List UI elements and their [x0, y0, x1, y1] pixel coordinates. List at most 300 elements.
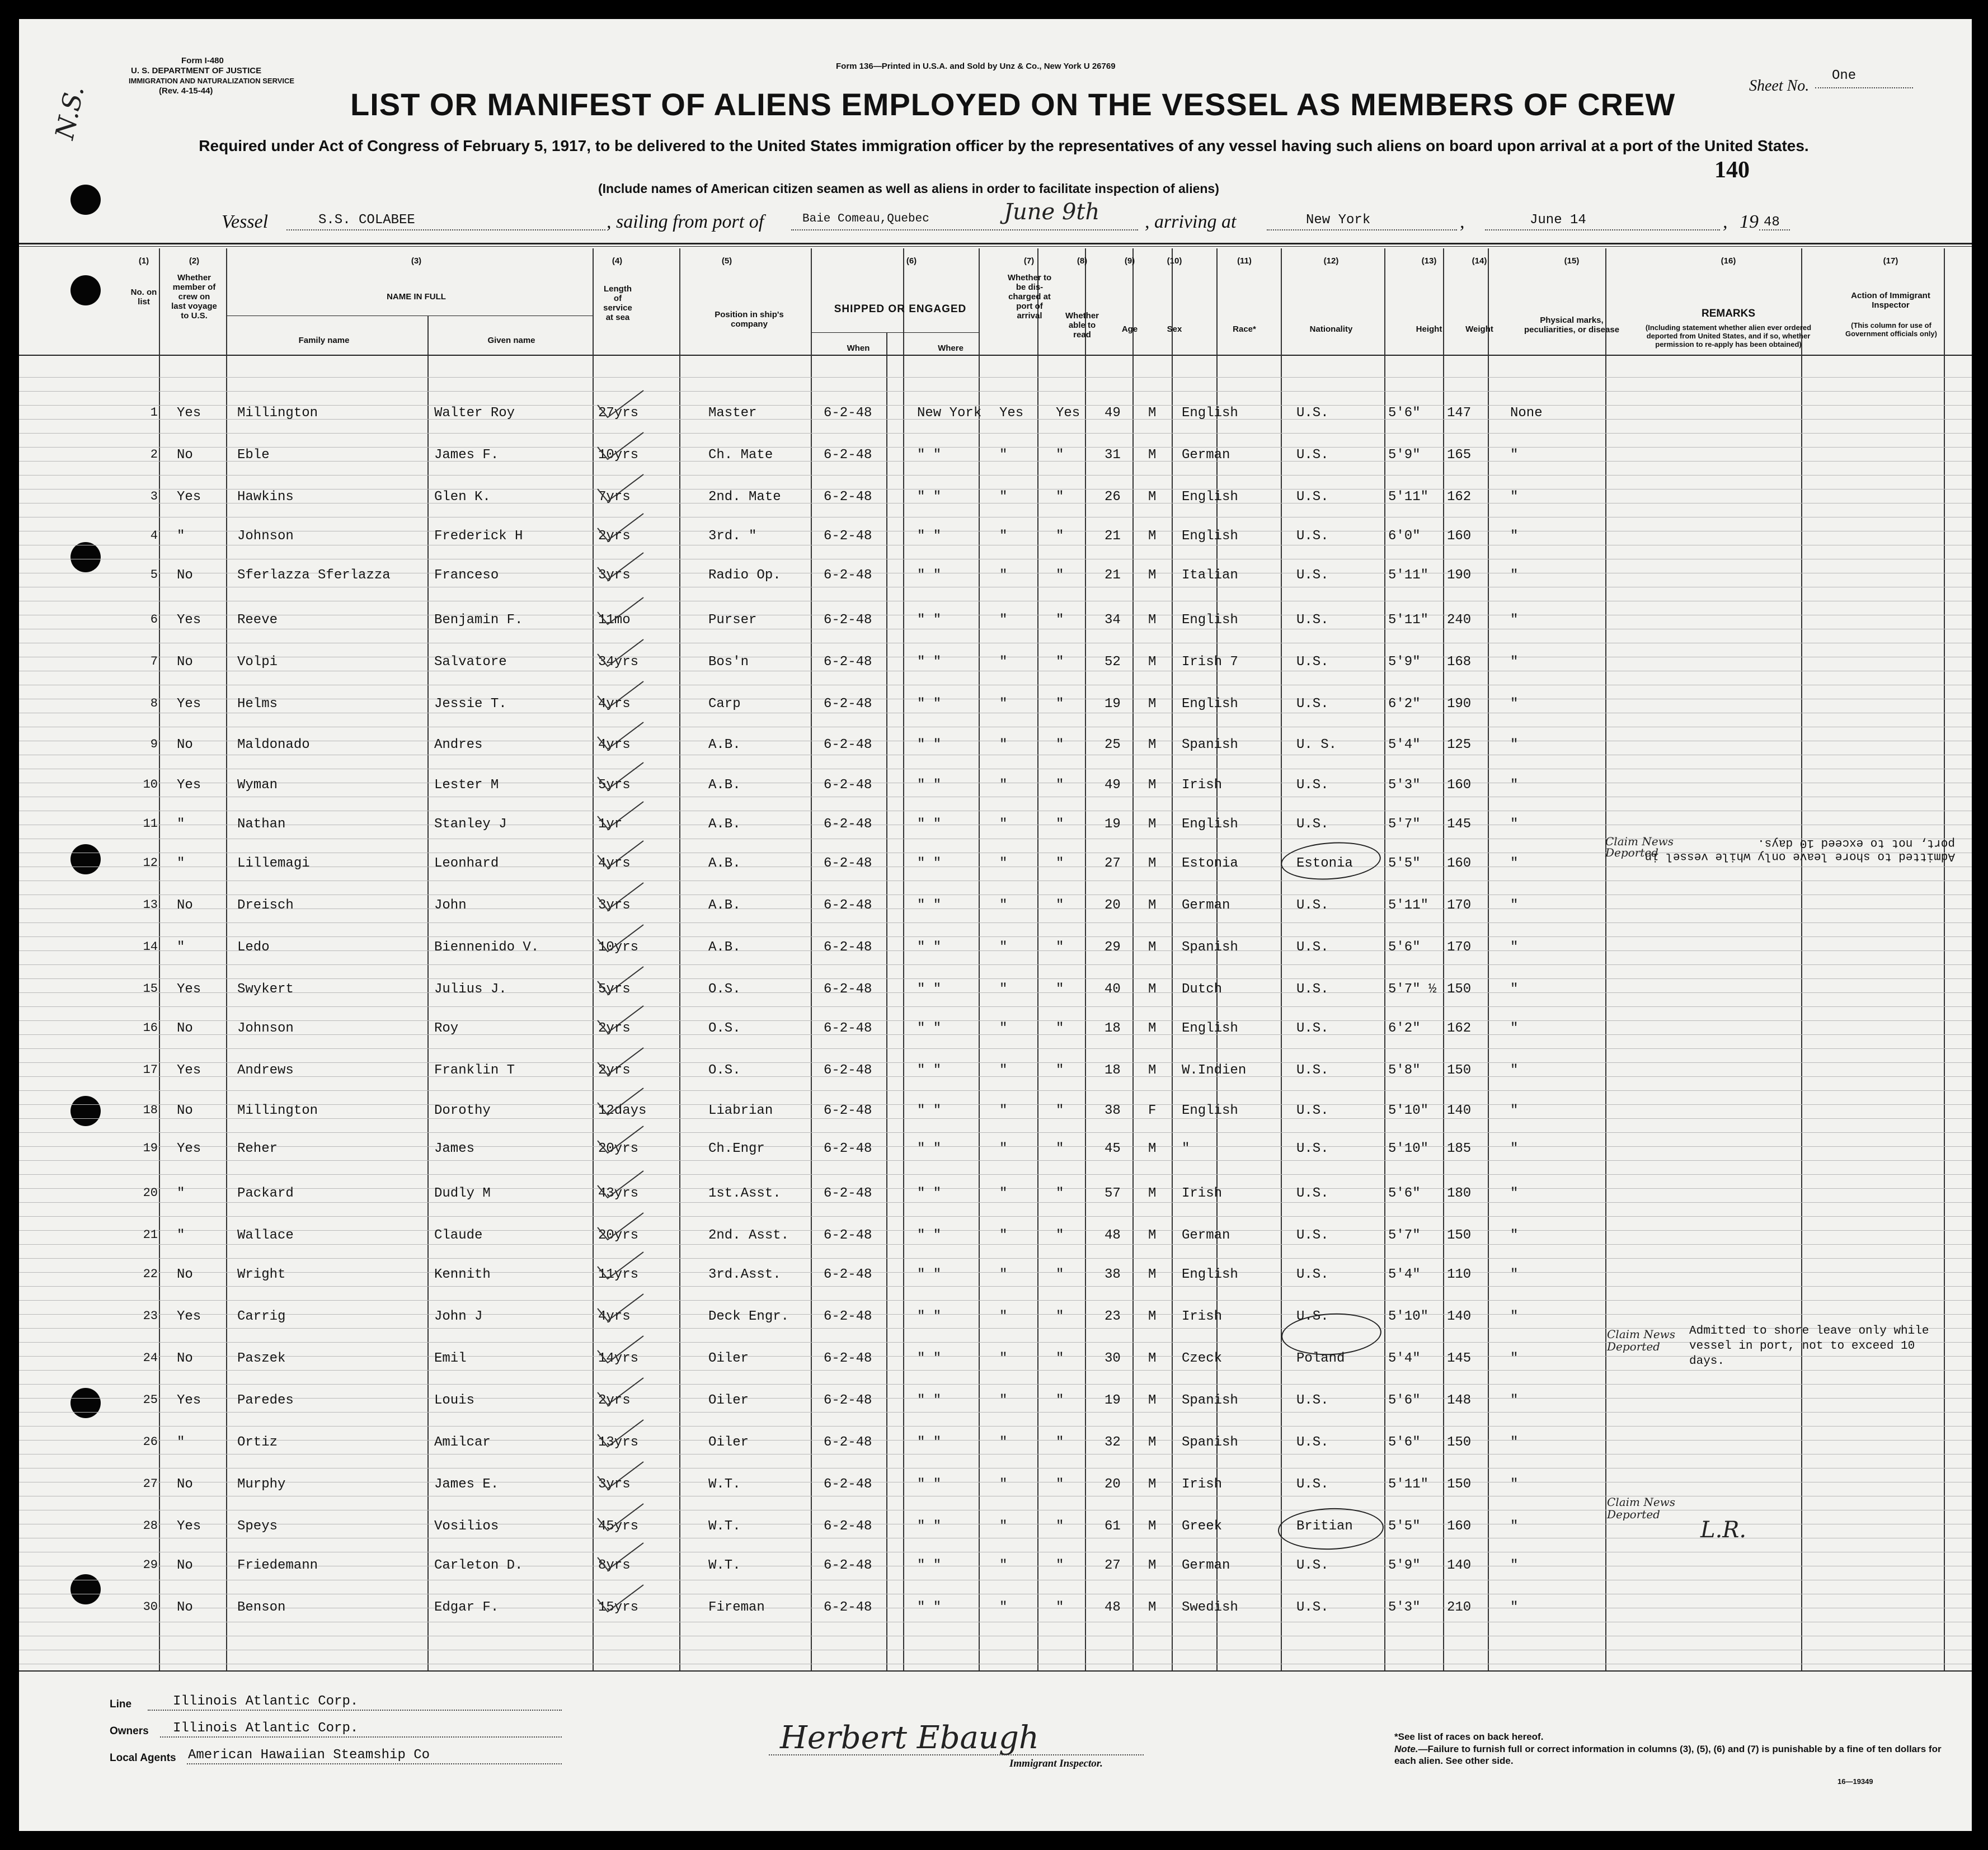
- cell-last-voyage: No: [177, 737, 193, 752]
- header-inspector-action: Action of Immigrant Inspector: [1851, 291, 1930, 310]
- owners-dotline: [160, 1736, 562, 1738]
- cell-nationality: U.S.: [1296, 1063, 1329, 1078]
- table-top-border: [19, 243, 1972, 244]
- check-mark-icon: [595, 720, 646, 754]
- cell-shipped-where: " ": [917, 568, 942, 583]
- cell-race: Irish: [1182, 1309, 1223, 1324]
- cell-weight: 150: [1447, 1063, 1472, 1078]
- cell-able-to-read: ": [1056, 1600, 1064, 1615]
- column-divider: [226, 248, 227, 1670]
- check-mark-icon: [595, 1046, 646, 1079]
- cell-sex: M: [1148, 655, 1157, 670]
- year-dotline: [1759, 229, 1790, 230]
- cell-physical-marks: ": [1510, 856, 1519, 871]
- cell-age: 38: [1105, 1103, 1121, 1118]
- cell-nationality: U.S.: [1296, 940, 1329, 955]
- cell-height: 5'11": [1388, 898, 1429, 913]
- cell-weight: 160: [1447, 529, 1472, 544]
- arrival-date: June 14: [1530, 213, 1586, 228]
- cell-height: 5'10": [1388, 1309, 1429, 1324]
- cell-given-name: Salvatore: [434, 655, 507, 670]
- cell-last-voyage: Yes: [177, 1309, 201, 1324]
- ledger-rule: [19, 391, 1972, 392]
- cell-given-name: Frederick H: [434, 529, 523, 544]
- cell-nationality: U.S.: [1296, 529, 1329, 544]
- header-no-on-list: No. on list: [130, 288, 157, 307]
- port-of-departure: Baie Comeau,Quebec: [802, 213, 929, 225]
- check-mark-icon: [595, 1124, 646, 1157]
- cell-race: German: [1182, 1558, 1230, 1573]
- cell-shipped-when: 6-2-48: [824, 696, 872, 712]
- header-name-in-full: NAME IN FULL: [387, 292, 446, 302]
- col17-number: (17): [1883, 256, 1898, 266]
- cell-given-name: Andres: [434, 737, 483, 752]
- cell-shipped-when: 6-2-48: [824, 1309, 872, 1324]
- col16-number: (16): [1721, 256, 1736, 266]
- cell-age: 19: [1105, 1393, 1121, 1408]
- line-label: Line: [110, 1698, 132, 1710]
- cell-family-name: Ortiz: [237, 1435, 278, 1450]
- header-family-name: Family name: [298, 336, 350, 345]
- cell-row-number: 10: [143, 778, 158, 792]
- cell-nationality: U.S.: [1296, 1558, 1329, 1573]
- line-value: Illinois Atlantic Corp.: [173, 1694, 359, 1709]
- column-divider: [1281, 248, 1282, 1670]
- cell-physical-marks: ": [1510, 568, 1519, 583]
- line-dotline: [148, 1710, 562, 1711]
- remark-shore-leave-12: Admitted to shore leave only while vessel in port, not to exceed 10 days.: [1644, 836, 1955, 863]
- cell-weight: 148: [1447, 1393, 1472, 1408]
- check-mark-icon: [595, 1334, 646, 1367]
- cell-weight: 210: [1447, 1600, 1472, 1615]
- cell-family-name: Carrig: [237, 1309, 286, 1324]
- cell-weight: 150: [1447, 1435, 1472, 1450]
- year: 48: [1764, 215, 1780, 230]
- cell-position: W.T.: [708, 1558, 741, 1573]
- cell-row-number: 9: [150, 737, 158, 751]
- cell-race: English: [1182, 1103, 1238, 1118]
- cell-height: 5'6": [1388, 1435, 1421, 1450]
- cell-shipped-where: " ": [917, 1063, 942, 1078]
- cell-row-number: 25: [143, 1393, 158, 1407]
- cell-shipped-when: 6-2-48: [824, 856, 872, 871]
- header-age: Age: [1121, 324, 1138, 334]
- cell-age: 21: [1105, 529, 1121, 544]
- cell-race: English: [1182, 613, 1238, 628]
- cell-length-of-service: 15yrs: [598, 1600, 639, 1615]
- column-subdivider: [427, 316, 429, 1670]
- cell-shipped-when: 6-2-48: [824, 655, 872, 670]
- check-mark-icon: [595, 550, 646, 584]
- cell-able-to-read: ": [1056, 1393, 1064, 1408]
- cell-discharged: ": [999, 1477, 1008, 1492]
- ledger-rule: [19, 1286, 1972, 1287]
- cell-shipped-when: 6-2-48: [824, 817, 872, 832]
- cell-age: 48: [1105, 1600, 1121, 1615]
- cell-last-voyage: Yes: [177, 406, 201, 421]
- cell-position: Ch.Engr: [708, 1141, 765, 1156]
- cell-height: 5'7" ½: [1388, 982, 1437, 997]
- cell-height: 5'3": [1388, 1600, 1421, 1615]
- cell-last-voyage: ": [177, 1435, 185, 1450]
- cell-row-number: 18: [143, 1103, 158, 1117]
- cell-height: 5'11": [1388, 1477, 1429, 1492]
- cell-race: ": [1182, 1141, 1190, 1156]
- cell-family-name: Sferlazza Sferlazza: [237, 568, 391, 583]
- cell-age: 23: [1105, 1309, 1121, 1324]
- cell-length-of-service: 8yrs: [598, 1558, 631, 1573]
- cell-discharged: ": [999, 1519, 1008, 1534]
- cell-nationality: U.S.: [1296, 696, 1329, 712]
- cell-length-of-service: 3yrs: [598, 1477, 631, 1492]
- cell-given-name: Biennenido V.: [434, 940, 539, 955]
- cell-nationality: U.S.: [1296, 1186, 1329, 1201]
- cell-discharged: ": [999, 856, 1008, 871]
- ledger-rule: [19, 908, 1972, 909]
- cell-discharged: ": [999, 1186, 1008, 1201]
- cell-given-name: Louis: [434, 1393, 475, 1408]
- nationality-circle-britian: [1277, 1507, 1384, 1552]
- cell-family-name: Dreisch: [237, 898, 294, 913]
- cell-shipped-where: " ": [917, 1186, 942, 1201]
- cell-shipped-where: " ": [917, 696, 942, 712]
- cell-nationality: U.S.: [1296, 406, 1329, 421]
- check-mark-icon: [595, 839, 646, 872]
- cell-weight: 240: [1447, 613, 1472, 628]
- ledger-rule: [19, 1160, 1972, 1161]
- cell-length-of-service: 11yrs: [598, 1267, 639, 1282]
- remark-initials-28: L.R.: [1700, 1517, 1747, 1543]
- check-mark-icon: [595, 1501, 646, 1535]
- cell-shipped-where: " ": [917, 1141, 942, 1156]
- ledger-rule: [19, 1188, 1972, 1189]
- cell-shipped-when: 6-2-48: [824, 1351, 872, 1366]
- col2-number: (2): [189, 256, 200, 266]
- cell-age: 61: [1105, 1519, 1121, 1534]
- cell-family-name: Wyman: [237, 778, 278, 793]
- header-length-of-service: Length of service at sea: [603, 284, 632, 322]
- cell-shipped-where: " ": [917, 898, 942, 913]
- check-mark-icon: [595, 964, 646, 998]
- cell-sex: M: [1148, 1435, 1157, 1450]
- cell-physical-marks: ": [1510, 1351, 1519, 1366]
- cell-age: 49: [1105, 778, 1121, 793]
- printer-line: Form 136—Printed in U.S.A. and Sold by Unz & Co., New York U 26769: [836, 62, 1116, 71]
- cell-shipped-where: " ": [917, 1600, 942, 1615]
- cell-weight: 160: [1447, 778, 1472, 793]
- cell-shipped-where: " ": [917, 448, 942, 463]
- header-physical-marks: Physical marks, peculiarities, or disease: [1524, 316, 1620, 335]
- cell-height: 5'6": [1388, 1186, 1421, 1201]
- table-bottom-border: [19, 1670, 1972, 1672]
- cell-discharged: ": [999, 1351, 1008, 1366]
- cell-length-of-service: 34yrs: [598, 655, 639, 670]
- cell-last-voyage: No: [177, 898, 193, 913]
- cell-family-name: Friedemann: [237, 1558, 318, 1573]
- cell-row-number: 8: [150, 696, 158, 710]
- punch-hole: [71, 185, 101, 215]
- cell-nationality: U.S.: [1296, 655, 1329, 670]
- inspector-label: Immigrant Inspector.: [1009, 1758, 1103, 1769]
- cell-shipped-where: " ": [917, 1393, 942, 1408]
- subtitle: Required under Act of Congress of February 5, 1917, to be delivered to the United States immigration officer by the representatives of any vessel having such aliens on board upon arrival at a port of the United States.: [199, 137, 1809, 154]
- cell-last-voyage: No: [177, 1351, 193, 1366]
- cell-discharged: ": [999, 1267, 1008, 1282]
- cell-race: Irish 7: [1182, 655, 1238, 670]
- cell-length-of-service: 43yrs: [598, 1186, 639, 1201]
- sailing-date-handwritten: June 9th: [1004, 199, 1100, 225]
- cell-able-to-read: ": [1056, 940, 1064, 955]
- cell-race: English: [1182, 1267, 1238, 1282]
- cell-discharged: ": [999, 1228, 1008, 1243]
- column-divider: [1488, 248, 1489, 1670]
- header-remarks-note: (Including statement whether alien ever ordered deported from United States, and if so, whether permission to re-apply has been obtained): [1645, 323, 1812, 349]
- cell-able-to-read: ": [1056, 982, 1064, 997]
- cell-position: Carp: [708, 696, 741, 712]
- cell-discharged: ": [999, 1435, 1008, 1450]
- ledger-rule: [19, 978, 1972, 979]
- header-when: When: [847, 343, 870, 353]
- cell-discharged: ": [999, 1558, 1008, 1573]
- cell-shipped-when: 6-2-48: [824, 613, 872, 628]
- check-mark-icon: [595, 1250, 646, 1283]
- cell-physical-marks: ": [1510, 655, 1519, 670]
- cell-race: Spanish: [1182, 1393, 1238, 1408]
- cell-length-of-service: 2yrs: [598, 1021, 631, 1036]
- cell-age: 21: [1105, 568, 1121, 583]
- cell-position: W.T.: [708, 1519, 741, 1534]
- remark-hw-28: Claim News Deported: [1607, 1495, 1676, 1521]
- cell-able-to-read: ": [1056, 489, 1064, 505]
- cell-sex: M: [1148, 1186, 1157, 1201]
- cell-row-number: 27: [143, 1477, 158, 1491]
- cell-height: 5'6": [1388, 406, 1421, 421]
- cell-shipped-when: 6-2-48: [824, 737, 872, 752]
- ledger-rule: [19, 1384, 1972, 1385]
- manifest-sheet: [19, 19, 1972, 1831]
- cell-row-number: 13: [143, 898, 158, 912]
- cell-family-name: Murphy: [237, 1477, 286, 1492]
- cell-row-number: 20: [143, 1186, 158, 1200]
- column-divider: [1944, 248, 1945, 1670]
- cell-family-name: Johnson: [237, 1021, 294, 1036]
- cell-sex: M: [1148, 489, 1157, 505]
- cell-position: A.B.: [708, 817, 741, 832]
- ledger-rule: [19, 1412, 1972, 1413]
- cell-race: Spanish: [1182, 737, 1238, 752]
- cell-weight: 165: [1447, 448, 1472, 463]
- cell-shipped-where: " ": [917, 1519, 942, 1534]
- cell-discharged: ": [999, 737, 1008, 752]
- cell-given-name: Glen K.: [434, 489, 491, 505]
- check-mark-icon: [595, 1418, 646, 1451]
- cell-weight: 140: [1447, 1103, 1472, 1118]
- cell-age: 40: [1105, 982, 1121, 997]
- cell-height: 6'0": [1388, 529, 1421, 544]
- cell-height: 5'4": [1388, 1267, 1421, 1282]
- cell-last-voyage: ": [177, 1186, 185, 1201]
- cell-family-name: Paredes: [237, 1393, 294, 1408]
- cell-last-voyage: Yes: [177, 489, 201, 505]
- cell-age: 20: [1105, 1477, 1121, 1492]
- cell-able-to-read: ": [1056, 1519, 1064, 1534]
- col3-number: (3): [411, 256, 422, 266]
- column-divider: [593, 248, 594, 1670]
- cell-length-of-service: 14yrs: [598, 1351, 639, 1366]
- shipped-subrule: [811, 332, 979, 333]
- cell-physical-marks: ": [1510, 940, 1519, 955]
- col7-number: (7): [1023, 256, 1035, 266]
- cell-family-name: Wallace: [237, 1228, 294, 1243]
- include-note: (Include names of American citizen seamen as well as aliens in order to facilitate inspection of aliens): [598, 181, 1219, 196]
- col14-number: (14): [1472, 256, 1487, 266]
- cell-race: English: [1182, 696, 1238, 712]
- cell-able-to-read: ": [1056, 529, 1064, 544]
- port-dotline: [791, 229, 1138, 230]
- cell-discharged: Yes: [999, 406, 1024, 421]
- cell-given-name: Benjamin F.: [434, 613, 523, 628]
- cell-family-name: Johnson: [237, 529, 294, 544]
- cell-weight: 168: [1447, 655, 1472, 670]
- check-mark-icon: [595, 1004, 646, 1037]
- check-mark-icon: [595, 1541, 646, 1574]
- cell-last-voyage: No: [177, 568, 193, 583]
- header-where: Where: [938, 343, 964, 353]
- cell-age: 27: [1105, 856, 1121, 871]
- cell-discharged: ": [999, 1063, 1008, 1078]
- column-divider: [1801, 248, 1802, 1670]
- col1-number: (1): [138, 256, 149, 266]
- cell-position: 2nd. Mate: [708, 489, 781, 505]
- cell-able-to-read: ": [1056, 817, 1064, 832]
- ledger-rule: [19, 1272, 1972, 1273]
- cell-last-voyage: No: [177, 1558, 193, 1573]
- cell-position: Oiler: [708, 1393, 749, 1408]
- ledger-rule: [19, 1090, 1972, 1091]
- cell-shipped-where: " ": [917, 613, 942, 628]
- cell-able-to-read: ": [1056, 1186, 1064, 1201]
- cell-length-of-service: 2yrs: [598, 1063, 631, 1078]
- form-revision: (Rev. 4-15-44): [159, 86, 213, 96]
- cell-sex: M: [1148, 737, 1157, 752]
- cell-race: Italian: [1182, 568, 1238, 583]
- sheet-number: One: [1832, 68, 1857, 83]
- check-mark-icon: [595, 511, 646, 545]
- cell-discharged: ": [999, 778, 1008, 793]
- cell-physical-marks: ": [1510, 1021, 1519, 1036]
- cell-shipped-when: 6-2-48: [824, 898, 872, 913]
- cell-row-number: 24: [143, 1351, 158, 1365]
- ledger-rule: [19, 447, 1972, 448]
- cell-length-of-service: 4yrs: [598, 1309, 631, 1324]
- cell-shipped-when: 6-2-48: [824, 1600, 872, 1615]
- check-mark-icon: [595, 1211, 646, 1244]
- cell-shipped-where: " ": [917, 655, 942, 670]
- cell-shipped-when: 6-2-48: [824, 406, 872, 421]
- cell-shipped-when: 6-2-48: [824, 448, 872, 463]
- cell-given-name: James F.: [434, 448, 499, 463]
- header-bottom-border: [19, 355, 1972, 356]
- cell-weight: 162: [1447, 489, 1472, 505]
- cell-position: Liabrian: [708, 1103, 773, 1118]
- cell-able-to-read: ": [1056, 778, 1064, 793]
- cell-age: 38: [1105, 1267, 1121, 1282]
- cell-position: Master: [708, 406, 757, 421]
- cell-position: O.S.: [708, 1063, 741, 1078]
- cell-position: 3rd.Asst.: [708, 1267, 781, 1282]
- cell-shipped-when: 6-2-48: [824, 1186, 872, 1201]
- cell-height: 5'6": [1388, 1393, 1421, 1408]
- cell-length-of-service: 3yrs: [598, 898, 631, 913]
- cell-length-of-service: 1yr: [598, 817, 623, 832]
- column-divider: [679, 248, 680, 1670]
- cell-discharged: ": [999, 448, 1008, 463]
- cell-shipped-when: 6-2-48: [824, 1393, 872, 1408]
- cell-able-to-read: ": [1056, 1351, 1064, 1366]
- cell-given-name: Amilcar: [434, 1435, 491, 1450]
- cell-age: 19: [1105, 817, 1121, 832]
- cell-sex: F: [1148, 1103, 1157, 1118]
- ledger-rule: [19, 1034, 1972, 1035]
- cell-last-voyage: No: [177, 655, 193, 670]
- cell-position: Bos'n: [708, 655, 749, 670]
- cell-given-name: Stanley J: [434, 817, 507, 832]
- cell-weight: 145: [1447, 1351, 1472, 1366]
- cell-row-number: 2: [150, 448, 158, 462]
- cell-height: 5'8": [1388, 1063, 1421, 1078]
- cell-physical-marks: ": [1510, 448, 1519, 463]
- cell-race: Swedish: [1182, 1600, 1238, 1615]
- ledger-rule: [19, 1076, 1972, 1077]
- col12-number: (12): [1323, 256, 1339, 266]
- cell-last-voyage: ": [177, 1228, 185, 1243]
- cell-length-of-service: 2yrs: [598, 1393, 631, 1408]
- cell-sex: M: [1148, 613, 1157, 628]
- cell-sex: M: [1148, 1600, 1157, 1615]
- cell-row-number: 7: [150, 655, 158, 669]
- cell-position: Fireman: [708, 1600, 765, 1615]
- cell-row-number: 26: [143, 1435, 158, 1449]
- cell-able-to-read: ": [1056, 898, 1064, 913]
- cell-discharged: ": [999, 489, 1008, 505]
- cell-age: 19: [1105, 696, 1121, 712]
- cell-given-name: Carleton D.: [434, 1558, 523, 1573]
- cell-able-to-read: ": [1056, 737, 1064, 752]
- header-last-voyage: Whether member of crew on last voyage to U.S.: [171, 273, 217, 321]
- vessel-dotline: [286, 229, 605, 230]
- cell-last-voyage: Yes: [177, 778, 201, 793]
- cell-physical-marks: ": [1510, 613, 1519, 628]
- cell-given-name: John: [434, 898, 467, 913]
- agents-value: American Hawaiian Steamship Co: [188, 1748, 430, 1763]
- column-divider: [159, 248, 160, 1670]
- cell-sex: M: [1148, 406, 1157, 421]
- check-mark-icon: [595, 388, 646, 422]
- cell-shipped-where: " ": [917, 737, 942, 752]
- cell-able-to-read: ": [1056, 448, 1064, 463]
- cell-age: 57: [1105, 1186, 1121, 1201]
- cell-nationality: Estonia: [1296, 856, 1353, 871]
- cell-shipped-where: " ": [917, 940, 942, 955]
- check-mark-icon: [595, 595, 646, 629]
- cell-shipped-where: " ": [917, 489, 942, 505]
- cell-family-name: Millington: [237, 1103, 318, 1118]
- cell-row-number: 14: [143, 940, 158, 954]
- cell-row-number: 23: [143, 1309, 158, 1323]
- remark-hw-24: Claim News Deported: [1607, 1328, 1676, 1353]
- cell-age: 18: [1105, 1063, 1121, 1078]
- cell-given-name: John J: [434, 1309, 483, 1324]
